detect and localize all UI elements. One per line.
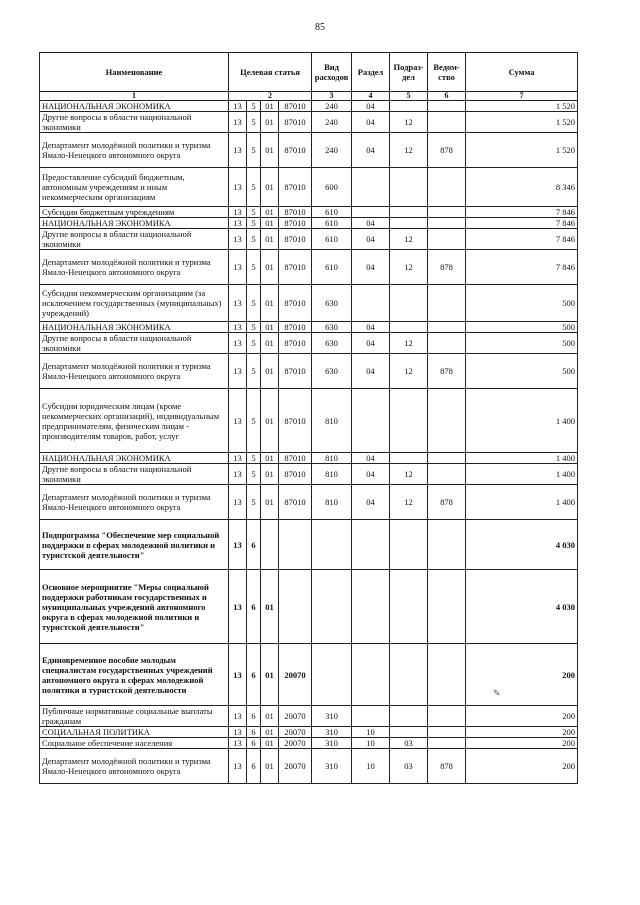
target-article-subprogram-cell: 5 — [247, 464, 261, 485]
department-cell — [428, 285, 466, 322]
sum-cell: 200 — [466, 706, 578, 727]
section-cell: 10 — [352, 749, 390, 784]
section-cell: 04 — [352, 354, 390, 389]
department-cell — [428, 520, 466, 570]
header-target-article: Целевая статья — [229, 53, 312, 92]
row-name-cell: Департамент молодёжной политики и туризма Ямало-Ненецкого автономного округа — [40, 250, 229, 285]
target-article-program-cell: 13 — [229, 644, 247, 706]
expense-type-cell: 240 — [312, 112, 352, 133]
target-article-direction-cell: 87010 — [279, 285, 312, 322]
table-row — [40, 218, 578, 229]
row-name-cell: СОЦИАЛЬНАЯ ПОЛИТИКА — [40, 727, 229, 738]
target-article-subprogram-cell: 6 — [247, 749, 261, 784]
target-article-activity-cell: 01 — [261, 464, 279, 485]
section-cell: 04 — [352, 229, 390, 250]
target-article-program-cell: 13 — [229, 453, 247, 464]
header-department: Ведом-ство — [428, 53, 466, 92]
department-cell — [428, 453, 466, 464]
column-number: 3 — [312, 92, 352, 101]
target-article-direction-cell: 87010 — [279, 389, 312, 453]
target-article-direction-cell: 87010 — [279, 218, 312, 229]
section-cell: 10 — [352, 727, 390, 738]
row-name-cell: НАЦИОНАЛЬНАЯ ЭКОНОМИКА — [40, 322, 229, 333]
section-cell — [352, 389, 390, 453]
target-article-direction-cell: 87010 — [279, 133, 312, 168]
column-number-row — [40, 92, 578, 101]
expense-type-cell: 810 — [312, 485, 352, 520]
row-name-cell: Единовременное пособие молодым специалистам государственных учреждений автономного округа в сферах молодежной политики и туристской деятельности — [40, 644, 229, 706]
expense-type-cell: 610 — [312, 229, 352, 250]
target-article-activity-cell: 01 — [261, 322, 279, 333]
target-article-subprogram-cell: 6 — [247, 644, 261, 706]
row-name-cell: Департамент молодёжной политики и туризма Ямало-Ненецкого автономного округа — [40, 749, 229, 784]
sum-cell: 200 — [466, 644, 578, 706]
target-article-activity-cell — [261, 520, 279, 570]
expense-type-cell: 630 — [312, 322, 352, 333]
target-article-subprogram-cell: 5 — [247, 485, 261, 520]
sum-cell: 1 520 — [466, 112, 578, 133]
column-number: 1 — [40, 92, 229, 101]
department-cell — [428, 464, 466, 485]
subsection-cell — [390, 168, 428, 207]
subsection-cell — [390, 520, 428, 570]
department-cell — [428, 727, 466, 738]
sum-cell: 200 — [466, 749, 578, 784]
department-cell — [428, 389, 466, 453]
expense-type-cell: 810 — [312, 389, 352, 453]
subsection-cell: 03 — [390, 749, 428, 784]
sum-cell: 8 346 — [466, 168, 578, 207]
row-name-cell: Департамент молодёжной политики и туризма Ямало-Ненецкого автономного округа — [40, 354, 229, 389]
row-name-cell: Основное мероприятие "Меры социальной поддержки работникам государственных и муниципальных учреждений автономного округа в сферах молодежной политики и туристской деятельности" — [40, 570, 229, 644]
target-article-direction-cell: 87010 — [279, 322, 312, 333]
expense-type-cell — [312, 644, 352, 706]
department-cell — [428, 168, 466, 207]
subsection-cell: 12 — [390, 250, 428, 285]
table-row — [40, 207, 578, 218]
target-article-program-cell: 13 — [229, 229, 247, 250]
subsection-cell — [390, 322, 428, 333]
table-row — [40, 727, 578, 738]
sum-cell: 1 520 — [466, 101, 578, 112]
section-cell: 10 — [352, 738, 390, 749]
table-row — [40, 570, 578, 644]
target-article-program-cell: 13 — [229, 389, 247, 453]
department-cell — [428, 101, 466, 112]
target-article-program-cell: 13 — [229, 749, 247, 784]
table-row — [40, 749, 578, 784]
expense-type-cell: 310 — [312, 738, 352, 749]
target-article-activity-cell: 01 — [261, 285, 279, 322]
target-article-activity-cell: 01 — [261, 101, 279, 112]
section-cell — [352, 706, 390, 727]
expense-type-cell: 630 — [312, 354, 352, 389]
expense-type-cell — [312, 520, 352, 570]
target-article-activity-cell: 01 — [261, 229, 279, 250]
section-cell — [352, 520, 390, 570]
target-article-subprogram-cell: 5 — [247, 168, 261, 207]
header-subsection: Подраз-дел — [390, 53, 428, 92]
target-article-program-cell: 13 — [229, 706, 247, 727]
subsection-cell: 12 — [390, 333, 428, 354]
target-article-program-cell: 13 — [229, 727, 247, 738]
table-row — [40, 168, 578, 207]
target-article-direction-cell: 87010 — [279, 229, 312, 250]
sum-cell: 4 030 — [466, 520, 578, 570]
target-article-program-cell: 13 — [229, 168, 247, 207]
table-row — [40, 453, 578, 464]
sum-cell: 1 400 — [466, 453, 578, 464]
table-row — [40, 101, 578, 112]
target-article-program-cell: 13 — [229, 218, 247, 229]
section-cell: 04 — [352, 485, 390, 520]
target-article-subprogram-cell: 5 — [247, 133, 261, 168]
row-name-cell: НАЦИОНАЛЬНАЯ ЭКОНОМИКА — [40, 218, 229, 229]
expense-type-cell: 630 — [312, 333, 352, 354]
target-article-program-cell: 13 — [229, 112, 247, 133]
pen-mark-icon: ✎ — [493, 688, 501, 698]
target-article-direction-cell: 87010 — [279, 464, 312, 485]
table-row — [40, 389, 578, 453]
department-cell — [428, 207, 466, 218]
header-sum: Сумма — [466, 53, 578, 92]
expense-type-cell: 810 — [312, 464, 352, 485]
target-article-activity-cell: 01 — [261, 453, 279, 464]
department-cell: 878 — [428, 749, 466, 784]
target-article-subprogram-cell: 6 — [247, 727, 261, 738]
target-article-activity-cell: 01 — [261, 133, 279, 168]
subsection-cell — [390, 389, 428, 453]
sum-cell: 500 — [466, 322, 578, 333]
target-article-activity-cell: 01 — [261, 168, 279, 207]
department-cell: 878 — [428, 354, 466, 389]
target-article-direction-cell: 20070 — [279, 706, 312, 727]
target-article-subprogram-cell: 5 — [247, 389, 261, 453]
row-name-cell: Субсидии некоммерческим организациям (за исключением государственных (муниципальных) учреждений) — [40, 285, 229, 322]
table-row — [40, 133, 578, 168]
target-article-direction-cell: 87010 — [279, 485, 312, 520]
column-number: 2 — [229, 92, 312, 101]
expense-type-cell: 630 — [312, 285, 352, 322]
table-row — [40, 333, 578, 354]
target-article-program-cell: 13 — [229, 101, 247, 112]
target-article-direction-cell: 87010 — [279, 250, 312, 285]
row-name-cell: Департамент молодёжной политики и туризма Ямало-Ненецкого автономного округа — [40, 485, 229, 520]
sum-cell: 7 846 — [466, 218, 578, 229]
expense-type-cell: 610 — [312, 250, 352, 285]
sum-cell: 500 — [466, 285, 578, 322]
budget-table — [39, 52, 578, 784]
department-cell: 878 — [428, 250, 466, 285]
table-row — [40, 520, 578, 570]
expense-type-cell: 810 — [312, 453, 352, 464]
department-cell — [428, 738, 466, 749]
sum-cell: 1 400 — [466, 389, 578, 453]
section-cell: 04 — [352, 464, 390, 485]
table-row — [40, 738, 578, 749]
sum-cell: 4 030 — [466, 570, 578, 644]
section-cell — [352, 644, 390, 706]
department-cell — [428, 218, 466, 229]
target-article-activity-cell: 01 — [261, 485, 279, 520]
target-article-direction-cell: 87010 — [279, 207, 312, 218]
subsection-cell — [390, 218, 428, 229]
column-number: 6 — [428, 92, 466, 101]
subsection-cell: 03 — [390, 738, 428, 749]
table-row — [40, 250, 578, 285]
sum-cell: 200 — [466, 738, 578, 749]
target-article-subprogram-cell: 5 — [247, 322, 261, 333]
row-name-cell: Другие вопросы в области национальной экономики — [40, 112, 229, 133]
target-article-subprogram-cell: 6 — [247, 706, 261, 727]
target-article-program-cell: 13 — [229, 133, 247, 168]
expense-type-cell: 600 — [312, 168, 352, 207]
sum-cell: 200 — [466, 727, 578, 738]
target-article-direction-cell: 87010 — [279, 112, 312, 133]
target-article-subprogram-cell: 5 — [247, 218, 261, 229]
target-article-direction-cell: 87010 — [279, 354, 312, 389]
target-article-subprogram-cell: 5 — [247, 101, 261, 112]
header-expense-type: Вид расходов — [312, 53, 352, 92]
page-number: 85 — [315, 22, 325, 33]
target-article-direction-cell: 20070 — [279, 727, 312, 738]
expense-type-cell: 610 — [312, 218, 352, 229]
target-article-subprogram-cell: 5 — [247, 285, 261, 322]
target-article-subprogram-cell: 6 — [247, 570, 261, 644]
target-article-activity-cell: 01 — [261, 112, 279, 133]
target-article-program-cell: 13 — [229, 738, 247, 749]
section-cell: 04 — [352, 250, 390, 285]
header-section: Раздел — [352, 53, 390, 92]
target-article-direction-cell: 87010 — [279, 168, 312, 207]
subsection-cell — [390, 727, 428, 738]
target-article-program-cell: 13 — [229, 485, 247, 520]
row-name-cell: Другие вопросы в области национальной экономики — [40, 229, 229, 250]
subsection-cell — [390, 644, 428, 706]
column-number: 5 — [390, 92, 428, 101]
sum-cell: 1 400 — [466, 464, 578, 485]
row-name-cell: Другие вопросы в области национальной экономики — [40, 333, 229, 354]
target-article-program-cell: 13 — [229, 520, 247, 570]
target-article-subprogram-cell: 5 — [247, 333, 261, 354]
target-article-subprogram-cell: 5 — [247, 112, 261, 133]
department-cell: 878 — [428, 485, 466, 520]
header-name: Наименование — [40, 53, 229, 92]
target-article-program-cell: 13 — [229, 285, 247, 322]
expense-type-cell: 310 — [312, 727, 352, 738]
table-row — [40, 706, 578, 727]
target-article-subprogram-cell: 6 — [247, 520, 261, 570]
row-name-cell: НАЦИОНАЛЬНАЯ ЭКОНОМИКА — [40, 101, 229, 112]
target-article-direction-cell: 87010 — [279, 101, 312, 112]
row-name-cell: Субсидии бюджетным учреждениям — [40, 207, 229, 218]
target-article-activity-cell: 01 — [261, 644, 279, 706]
expense-type-cell: 240 — [312, 133, 352, 168]
table-header-row — [40, 53, 578, 92]
expense-type-cell: 310 — [312, 706, 352, 727]
department-cell — [428, 706, 466, 727]
subsection-cell: 12 — [390, 354, 428, 389]
target-article-subprogram-cell: 5 — [247, 229, 261, 250]
subsection-cell — [390, 453, 428, 464]
section-cell: 04 — [352, 453, 390, 464]
target-article-direction-cell: 20070 — [279, 749, 312, 784]
row-name-cell: Предоставление субсидий бюджетным, автономным учреждениям и иным некоммерческим организациям — [40, 168, 229, 207]
section-cell — [352, 570, 390, 644]
row-name-cell: Публичные нормативные социальные выплаты гражданам — [40, 706, 229, 727]
table-row — [40, 485, 578, 520]
target-article-activity-cell: 01 — [261, 354, 279, 389]
section-cell: 04 — [352, 333, 390, 354]
target-article-program-cell: 13 — [229, 322, 247, 333]
target-article-activity-cell: 01 — [261, 706, 279, 727]
sum-cell: 500 — [466, 333, 578, 354]
target-article-direction-cell — [279, 520, 312, 570]
section-cell — [352, 285, 390, 322]
target-article-subprogram-cell: 5 — [247, 354, 261, 389]
target-article-direction-cell: 20070 — [279, 644, 312, 706]
subsection-cell — [390, 101, 428, 112]
row-name-cell: Департамент молодёжной политики и туризма Ямало-Ненецкого автономного округа — [40, 133, 229, 168]
row-name-cell: Социальное обеспечение населения — [40, 738, 229, 749]
target-article-direction-cell: 87010 — [279, 453, 312, 464]
target-article-program-cell: 13 — [229, 464, 247, 485]
expense-type-cell — [312, 570, 352, 644]
subsection-cell — [390, 207, 428, 218]
target-article-program-cell: 13 — [229, 570, 247, 644]
table-row — [40, 112, 578, 133]
target-article-subprogram-cell: 6 — [247, 738, 261, 749]
row-name-cell: Подпрограмма "Обеспечение мер социальной поддержки в сферах молодежной политики и туристской деятельности" — [40, 520, 229, 570]
target-article-direction-cell: 87010 — [279, 333, 312, 354]
expense-type-cell: 310 — [312, 749, 352, 784]
sum-cell: 500 — [466, 354, 578, 389]
target-article-activity-cell: 01 — [261, 749, 279, 784]
subsection-cell — [390, 706, 428, 727]
section-cell: 04 — [352, 133, 390, 168]
table-row — [40, 322, 578, 333]
department-cell — [428, 112, 466, 133]
section-cell: 04 — [352, 101, 390, 112]
target-article-activity-cell: 01 — [261, 727, 279, 738]
subsection-cell: 12 — [390, 229, 428, 250]
target-article-activity-cell: 01 — [261, 207, 279, 218]
subsection-cell: 12 — [390, 464, 428, 485]
sum-cell: 1 520 — [466, 133, 578, 168]
department-cell — [428, 322, 466, 333]
target-article-direction-cell — [279, 570, 312, 644]
row-name-cell: НАЦИОНАЛЬНАЯ ЭКОНОМИКА — [40, 453, 229, 464]
sum-cell: 7 846 — [466, 250, 578, 285]
section-cell — [352, 207, 390, 218]
target-article-program-cell: 13 — [229, 354, 247, 389]
section-cell: 04 — [352, 218, 390, 229]
table-row — [40, 285, 578, 322]
table-row — [40, 464, 578, 485]
expense-type-cell: 610 — [312, 207, 352, 218]
target-article-program-cell: 13 — [229, 207, 247, 218]
section-cell: 04 — [352, 112, 390, 133]
target-article-activity-cell: 01 — [261, 250, 279, 285]
target-article-activity-cell: 01 — [261, 333, 279, 354]
expense-type-cell: 240 — [312, 101, 352, 112]
table-row — [40, 229, 578, 250]
subsection-cell — [390, 570, 428, 644]
target-article-activity-cell: 01 — [261, 218, 279, 229]
department-cell — [428, 333, 466, 354]
department-cell — [428, 229, 466, 250]
department-cell — [428, 570, 466, 644]
subsection-cell: 12 — [390, 133, 428, 168]
sum-cell: 1 400 — [466, 485, 578, 520]
column-number: 4 — [352, 92, 390, 101]
target-article-activity-cell: 01 — [261, 389, 279, 453]
row-name-cell: Субсидии юридическим лицам (кроме некоммерческих организаций), индивидуальным предпринимателям, физическим лицам - производителям товаров, работ, услуг — [40, 389, 229, 453]
department-cell: 878 — [428, 133, 466, 168]
target-article-activity-cell: 01 — [261, 738, 279, 749]
subsection-cell: 12 — [390, 112, 428, 133]
target-article-activity-cell: 01 — [261, 570, 279, 644]
target-article-subprogram-cell: 5 — [247, 453, 261, 464]
table-row — [40, 354, 578, 389]
target-article-direction-cell: 20070 — [279, 738, 312, 749]
target-article-program-cell: 13 — [229, 250, 247, 285]
subsection-cell: 12 — [390, 485, 428, 520]
section-cell: 04 — [352, 322, 390, 333]
department-cell — [428, 644, 466, 706]
sum-cell: 7 846 — [466, 229, 578, 250]
section-cell — [352, 168, 390, 207]
target-article-subprogram-cell: 5 — [247, 207, 261, 218]
column-number: 7 — [466, 92, 578, 101]
target-article-subprogram-cell: 5 — [247, 250, 261, 285]
target-article-program-cell: 13 — [229, 333, 247, 354]
subsection-cell — [390, 285, 428, 322]
row-name-cell: Другие вопросы в области национальной экономики — [40, 464, 229, 485]
sum-cell: 7 846 — [466, 207, 578, 218]
